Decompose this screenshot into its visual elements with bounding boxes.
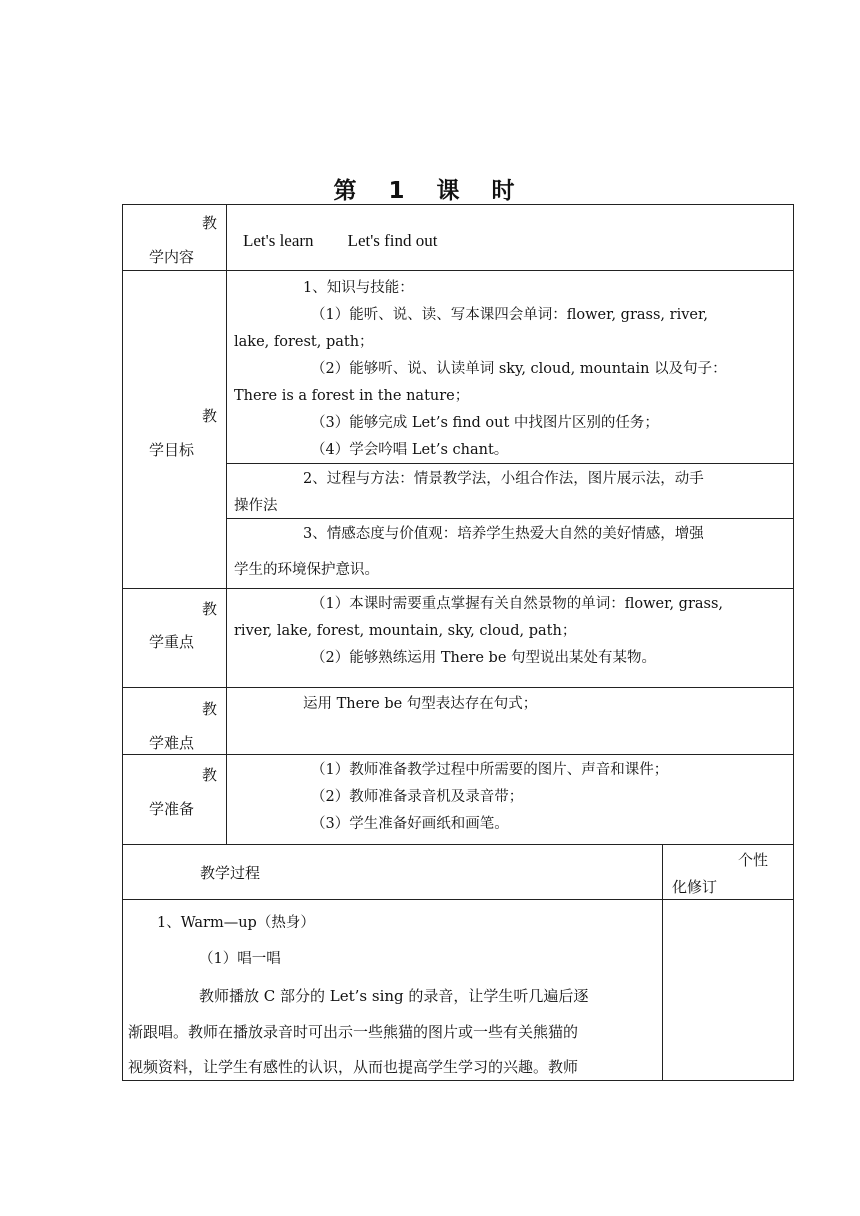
objectives-line: （4）学会吟唱 Let’s chant。	[311, 442, 509, 458]
objectives-line: lake, forest, path；	[234, 334, 374, 350]
objectives-attitude-line: 学生的环境保护意识。	[234, 562, 379, 578]
process-line: （1）唱一唱	[199, 951, 281, 967]
preparation-label-2: 学准备	[149, 800, 195, 818]
preparation-line: （1）教师准备教学过程中所需要的图片、声音和课件；	[311, 762, 669, 778]
content-text: Let's learn Let's find out	[243, 231, 438, 250]
keypoints-line: （1）本课时需要重点掌握有关自然景物的单词：flower, grass,	[311, 596, 724, 612]
preparation-line: （3）学生准备好画纸和画笔。	[311, 816, 509, 832]
objectives-label-2: 学目标	[149, 441, 195, 459]
revision-label-2: 化修订	[672, 878, 718, 896]
objectives-label-1: 教	[202, 407, 218, 425]
keypoints-line: （2）能够熟练运用 There be 句型说出某处有某物。	[311, 650, 657, 666]
objectives-line: （1）能听、说、读、写本课四会单词：flower, grass, river,	[311, 307, 708, 323]
process-header-label: 教学过程	[200, 864, 261, 882]
difficulty-label-2: 学难点	[149, 734, 195, 752]
process-line: 渐跟唱。教师在播放录音时可出示一些熊猫的图片或一些有关熊猫的	[128, 1023, 579, 1041]
revision-label-1: 个性	[738, 851, 769, 869]
difficulty-label-1: 教	[202, 700, 218, 718]
lesson-plan-table	[122, 204, 794, 1081]
process-line: 视频资料，让学生有感性的认识，从而也提高学生学习的兴趣。教师	[128, 1058, 579, 1076]
objectives-method-line: 操作法	[234, 498, 278, 514]
objectives-attitude-line: 3、情感态度与价值观：培养学生热爱大自然的美好情感，增强	[303, 526, 704, 542]
content-label-2: 学内容	[149, 248, 195, 266]
preparation-label-1: 教	[202, 766, 218, 784]
objectives-line: 1、知识与技能：	[303, 280, 414, 296]
process-line: 1、Warm—up（热身）	[157, 915, 315, 931]
objectives-line: There is a forest in the nature；	[234, 388, 470, 404]
objectives-line: （3）能够完成 Let’s find out 中找图片区别的任务；	[311, 415, 659, 431]
keypoints-label-2: 学重点	[149, 633, 195, 651]
content-label-1: 教	[202, 214, 218, 232]
objectives-method-line: 2、过程与方法：情景教学法，小组合作法，图片展示法，动手	[303, 471, 704, 487]
keypoints-line: river, lake, forest, mountain, sky, cloud, path；	[234, 623, 577, 639]
preparation-line: （2）教师准备录音机及录音带；	[311, 789, 524, 805]
process-line: 教师播放 C 部分的 Let’s sing 的录音，让学生听几遍后逐	[199, 987, 589, 1005]
objectives-line: （2）能够听、说、认读单词 sky, cloud, mountain 以及句子：	[311, 361, 727, 377]
page-title: 第 1 课 时	[333, 178, 527, 204]
difficulty-line: 运用 There be 句型表达存在句式；	[303, 696, 538, 712]
keypoints-label-1: 教	[202, 600, 218, 618]
